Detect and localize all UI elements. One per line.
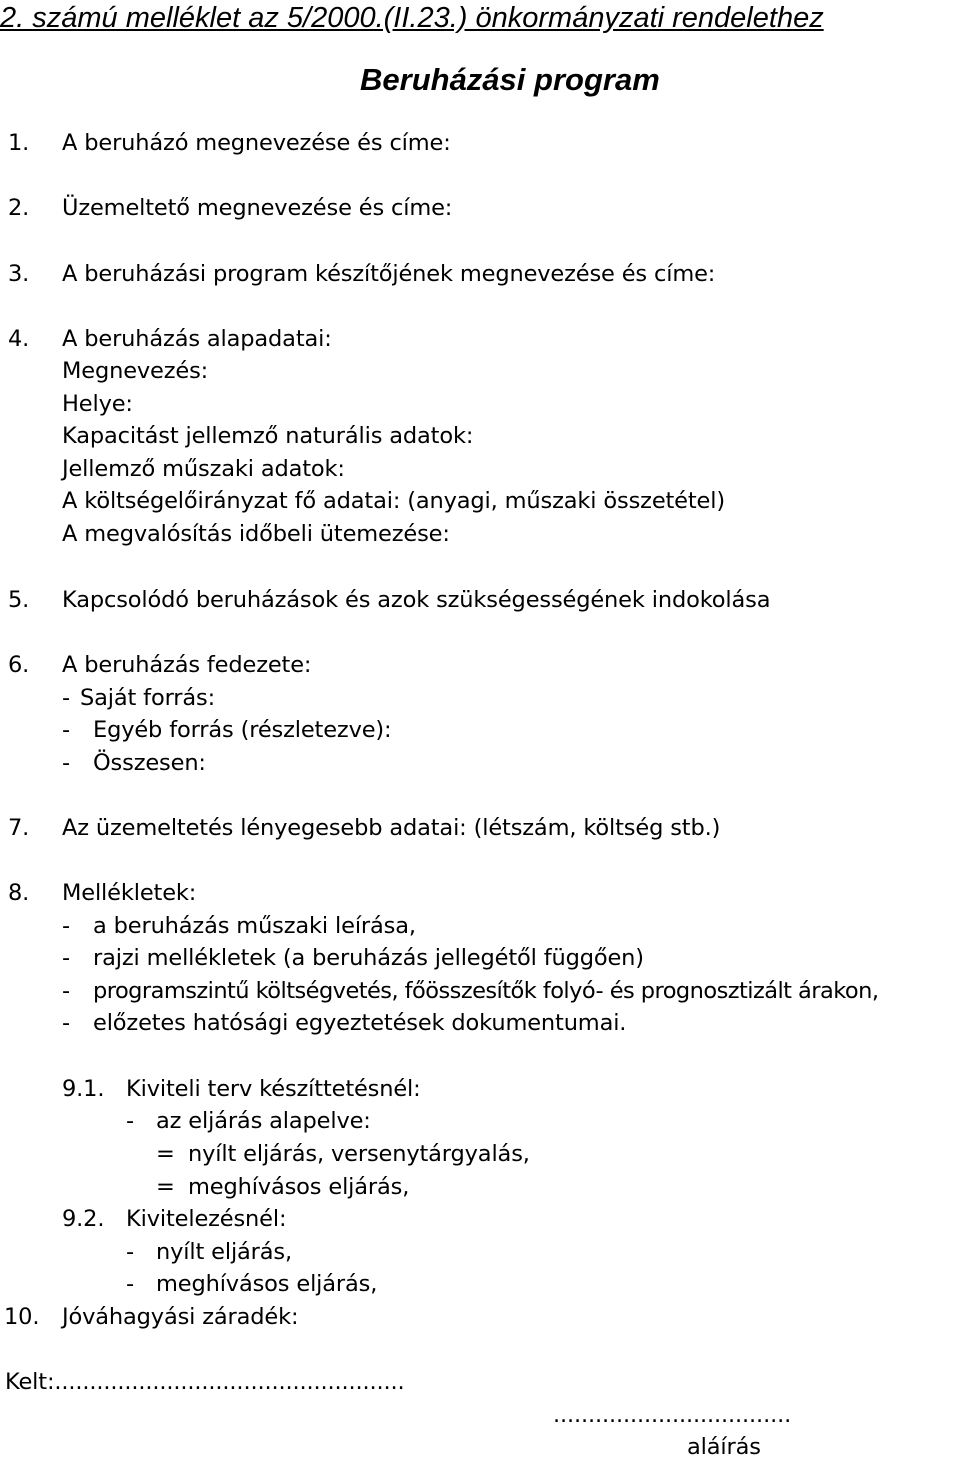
dash-marker: - bbox=[62, 750, 70, 776]
section-5 bbox=[0, 584, 960, 616]
list-item bbox=[0, 910, 960, 942]
dash-marker: - bbox=[62, 1010, 70, 1036]
section-number: 2. bbox=[8, 195, 30, 221]
section-1 bbox=[0, 127, 960, 159]
section-7 bbox=[0, 812, 960, 844]
list-item bbox=[0, 682, 960, 714]
list-item-text: nyílt eljárás, versenytárgyalás, bbox=[188, 1141, 530, 1167]
section-number: 10. bbox=[4, 1304, 40, 1330]
section-number: 5. bbox=[8, 587, 30, 613]
list-item bbox=[0, 747, 960, 779]
list-item bbox=[0, 975, 960, 1007]
section-4-item-location: Helye: bbox=[62, 391, 133, 417]
signature-line bbox=[0, 1399, 960, 1431]
section-2 bbox=[0, 192, 960, 224]
section-text: A beruházás alapadatai: bbox=[62, 326, 332, 352]
section-number: 9.1. bbox=[62, 1076, 105, 1102]
section-text: A beruházó megnevezése és címe: bbox=[62, 130, 451, 156]
section-text: A beruházás fedezete: bbox=[62, 652, 312, 678]
list-item-text: meghívásos eljárás, bbox=[156, 1271, 378, 1297]
list-item bbox=[0, 942, 960, 974]
section-6 bbox=[0, 649, 960, 681]
document-title: Beruházási program bbox=[360, 62, 660, 97]
list-item bbox=[0, 518, 960, 550]
section-4-item-cost: A költségelőirányzat fő adatai: (anyagi, műszaki összetétel) bbox=[62, 488, 725, 514]
dash-marker: - bbox=[62, 717, 70, 743]
list-item-text: Egyéb forrás (részletezve): bbox=[93, 717, 392, 743]
list-item bbox=[0, 1138, 960, 1170]
list-item-text: Összesen: bbox=[93, 750, 206, 776]
section-text: Jóváhagyási záradék: bbox=[62, 1304, 299, 1330]
dash-marker: - bbox=[62, 978, 70, 1004]
section-number: 3. bbox=[8, 261, 30, 287]
section-number: 8. bbox=[8, 880, 30, 906]
dash-marker: - bbox=[126, 1239, 134, 1265]
date-field: Kelt:.................................................. bbox=[5, 1369, 405, 1395]
list-item-text: meghívásos eljárás, bbox=[188, 1174, 410, 1200]
section-text: Üzemeltető megnevezése és címe: bbox=[62, 195, 453, 221]
list-item bbox=[0, 1171, 960, 1203]
signature-label: aláírás bbox=[687, 1434, 761, 1460]
section-number: 1. bbox=[8, 130, 30, 156]
section-9-2 bbox=[0, 1203, 960, 1235]
dash-marker: - bbox=[62, 913, 70, 939]
list-item-text: nyílt eljárás, bbox=[156, 1239, 292, 1265]
section-4-item-capacity: Kapacitást jellemző naturális adatok: bbox=[62, 423, 474, 449]
section-9-1 bbox=[0, 1073, 960, 1105]
section-4-item-schedule: A megvalósítás időbeli ütemezése: bbox=[62, 521, 450, 547]
section-text: Kiviteli terv készíttetésnél: bbox=[126, 1076, 421, 1102]
section-number: 4. bbox=[8, 326, 30, 352]
list-item-text: rajzi mellékletek (a beruházás jellegétől függően) bbox=[93, 945, 644, 971]
section-text: Kivitelezésnél: bbox=[126, 1206, 287, 1232]
section-text: Kapcsolódó beruházások és azok szükségességének indokolása bbox=[62, 587, 771, 613]
equals-marker: = bbox=[156, 1141, 175, 1167]
section-number: 7. bbox=[8, 815, 30, 841]
section-8 bbox=[0, 877, 960, 909]
list-item-text: programszintű költségvetés, főösszesítők folyó- és prognosztizált árakon, bbox=[93, 978, 879, 1004]
section-4 bbox=[0, 323, 960, 355]
signature-caption bbox=[0, 1431, 960, 1463]
document-reference: 2. számú melléklet az 5/2000.(II.23.) önkormányzati rendelethez bbox=[0, 2, 824, 34]
list-item bbox=[0, 453, 960, 485]
dash-marker: - bbox=[126, 1271, 134, 1297]
date-line bbox=[0, 1366, 960, 1398]
section-number: 6. bbox=[8, 652, 30, 678]
list-item bbox=[0, 388, 960, 420]
list-item bbox=[0, 1268, 960, 1300]
list-item bbox=[0, 1105, 960, 1137]
section-text: Az üzemeltetés lényegesebb adatai: (létszám, költség stb.) bbox=[62, 815, 721, 841]
dash-marker: - bbox=[126, 1108, 134, 1134]
section-4-item-technical: Jellemző műszaki adatok: bbox=[62, 456, 345, 482]
dash-marker: - bbox=[62, 945, 70, 971]
list-item bbox=[0, 1236, 960, 1268]
list-item bbox=[0, 420, 960, 452]
section-text: A beruházási program készítőjének megnevezése és címe: bbox=[62, 261, 716, 287]
list-item-text: előzetes hatósági egyeztetések dokumentumai. bbox=[93, 1010, 627, 1036]
list-item bbox=[0, 1007, 960, 1039]
section-4-item-name: Megnevezés: bbox=[62, 358, 209, 384]
section-10 bbox=[0, 1301, 960, 1333]
list-item-text: az eljárás alapelve: bbox=[156, 1108, 371, 1134]
equals-marker: = bbox=[156, 1174, 175, 1200]
list-item-text: a beruházás műszaki leírása, bbox=[93, 913, 416, 939]
list-item bbox=[0, 714, 960, 746]
section-3 bbox=[0, 258, 960, 290]
list-item bbox=[0, 485, 960, 517]
list-item-text: Saját forrás: bbox=[80, 685, 216, 711]
signature-field: .................................. bbox=[553, 1402, 792, 1428]
section-text: Mellékletek: bbox=[62, 880, 197, 906]
section-number: 9.2. bbox=[62, 1206, 105, 1232]
dash-marker: - bbox=[62, 685, 70, 711]
list-item bbox=[0, 355, 960, 387]
